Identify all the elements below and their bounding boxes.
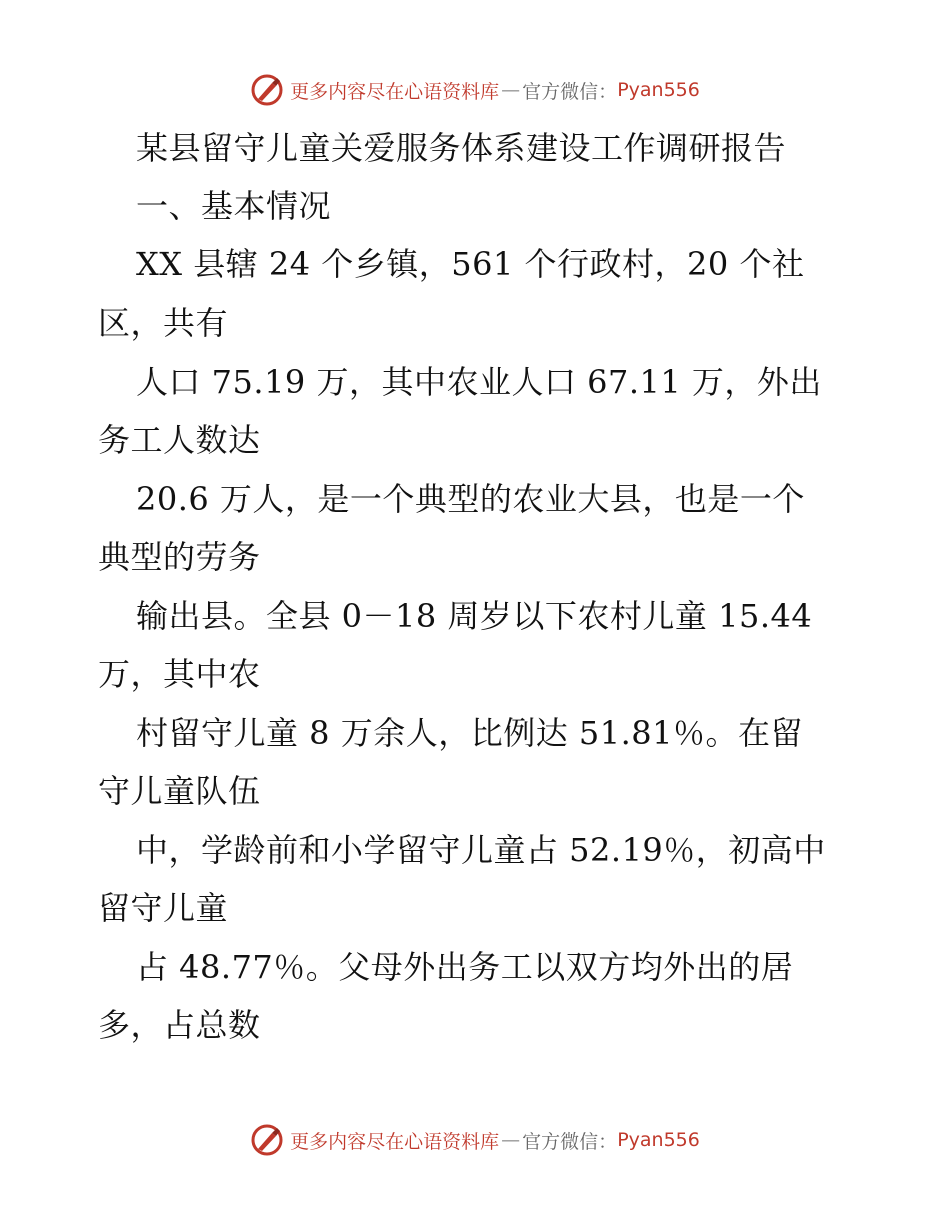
paragraph-line: 多，占总数 — [98, 1006, 261, 1044]
watermark-wechat-label: 官方微信： — [522, 80, 618, 103]
document-title: 某县留守儿童关爱服务体系建设工作调研报告 — [136, 129, 787, 167]
paragraph-line: 守儿童队伍 — [98, 772, 261, 810]
paragraph-line: 占 48.77％。父母外出务工以双方均外出的居 — [136, 948, 794, 986]
paragraph-line: 务工人数达 — [98, 421, 261, 459]
watermark-text: 更多内容尽在心语资料库 — [290, 1130, 500, 1153]
paragraph-line: 人口 75.19 万，其中农业人口 67.11 万，外出 — [136, 363, 822, 401]
watermark-text: 更多内容尽在心语资料库 — [290, 80, 500, 103]
pen-logo-icon — [250, 1123, 284, 1157]
watermark-footer — [0, 1120, 950, 1160]
paragraph-line: 留守儿童 — [98, 889, 229, 927]
watermark-wechat-id: Pyan556 — [617, 1129, 700, 1151]
watermark-dash: — — [501, 79, 521, 101]
paragraph-line: 区，共有 — [98, 304, 229, 342]
paragraph-line: XX 县辖 24 个乡镇，561 个行政村，20 个社 — [136, 245, 805, 283]
watermark-wechat-id: Pyan556 — [617, 79, 700, 101]
paragraph-line: 万，其中农 — [98, 655, 261, 693]
section-heading: 一、基本情况 — [136, 187, 332, 225]
paragraph-line: 中，学龄前和小学留守儿童占 52.19％，初高中 — [136, 831, 826, 869]
watermark-header — [0, 70, 950, 110]
paragraph-line: 输出县。全县 0－18 周岁以下农村儿童 15.44 — [136, 597, 813, 635]
watermark-wechat-label: 官方微信： — [522, 1130, 618, 1153]
pen-logo-icon — [250, 73, 284, 107]
paragraph-line: 20.6 万人，是一个典型的农业大县，也是一个 — [136, 480, 805, 518]
paragraph-line: 典型的劳务 — [98, 538, 261, 576]
watermark-dash: — — [501, 1129, 521, 1151]
paragraph-line: 村留守儿童 8 万余人，比例达 51.81％。在留 — [136, 714, 803, 752]
